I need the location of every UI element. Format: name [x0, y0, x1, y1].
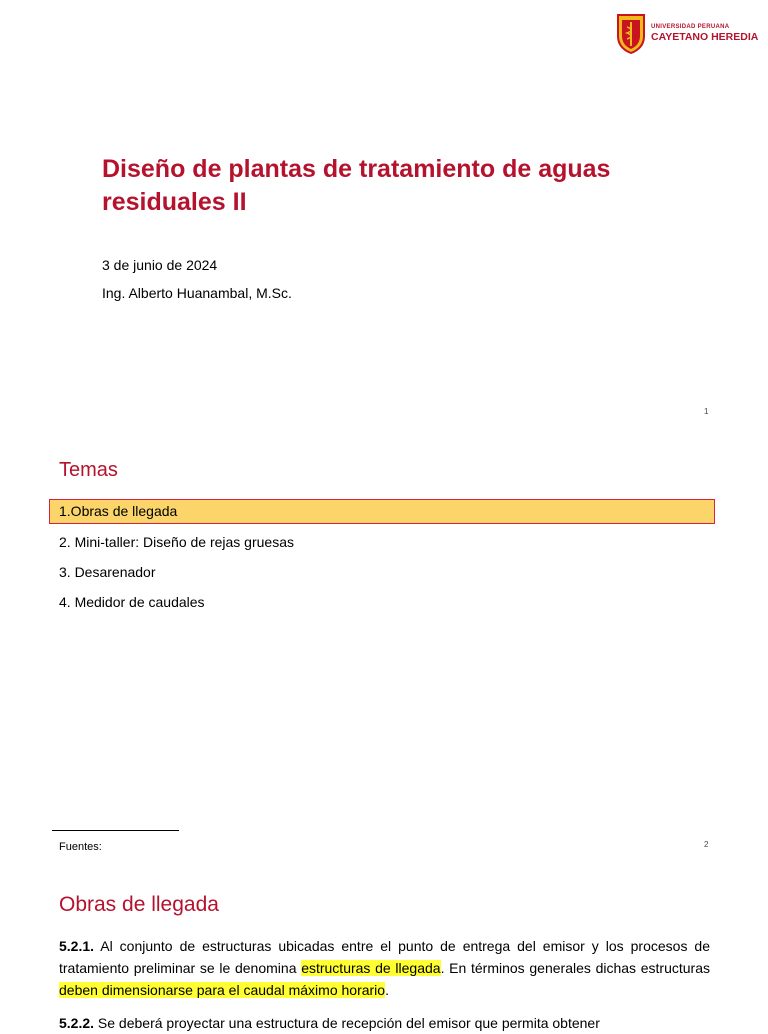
topic-item: 3. Desarenador [59, 564, 156, 580]
topic-item-label: 1.Obras de llegada [59, 503, 178, 519]
logo-line-small: UNIVERSIDAD PERUANA [651, 23, 730, 30]
topic-item: 4. Medidor de caudales [59, 594, 205, 610]
presentation-title: Diseño de plantas de tratamiento de aguas residuales II [102, 155, 611, 216]
presentation-author: Ing. Alberto Huanambal, M.Sc. [102, 285, 292, 301]
presentation-date: 3 de junio de 2024 [102, 257, 218, 273]
paragraph-5-2-1 [59, 935, 710, 1001]
paragraph-5-2-2 [59, 1012, 710, 1034]
footnote-rule [52, 830, 179, 831]
section-heading: Obras de llegada [59, 893, 219, 916]
topic-item-highlighted [49, 499, 715, 524]
paragraph-text: . [385, 982, 389, 998]
highlighted-text: estructuras de llegada [301, 960, 441, 976]
paragraph-text: Al conjunto de estructuras ubicadas entre el punto de entrega del emisor y los procesos de tratamiento preliminar se le denomina [59, 938, 710, 976]
topic-item: 2. Mini-taller: Diseño de rejas gruesas [59, 534, 294, 550]
university-logo [616, 12, 758, 54]
page-number: 1 [704, 407, 709, 416]
clause-number: 5.2.1. [59, 938, 95, 954]
shield-icon [616, 12, 646, 54]
clause-number: 5.2.2. [59, 1015, 95, 1031]
paragraph-text: . En términos generales dichas estructuras [440, 960, 710, 976]
page-number: 2 [704, 840, 709, 849]
highlighted-text: deben dimensionarse para el caudal máximo horario [59, 982, 386, 998]
logo-line-big: CAYETANO HEREDIA [651, 30, 759, 43]
sources-label: Fuentes: [59, 841, 102, 853]
topics-heading: Temas [59, 459, 118, 481]
paragraph-text: Se deberá proyectar una estructura de recepción del emisor que permita obtener [94, 1015, 600, 1031]
